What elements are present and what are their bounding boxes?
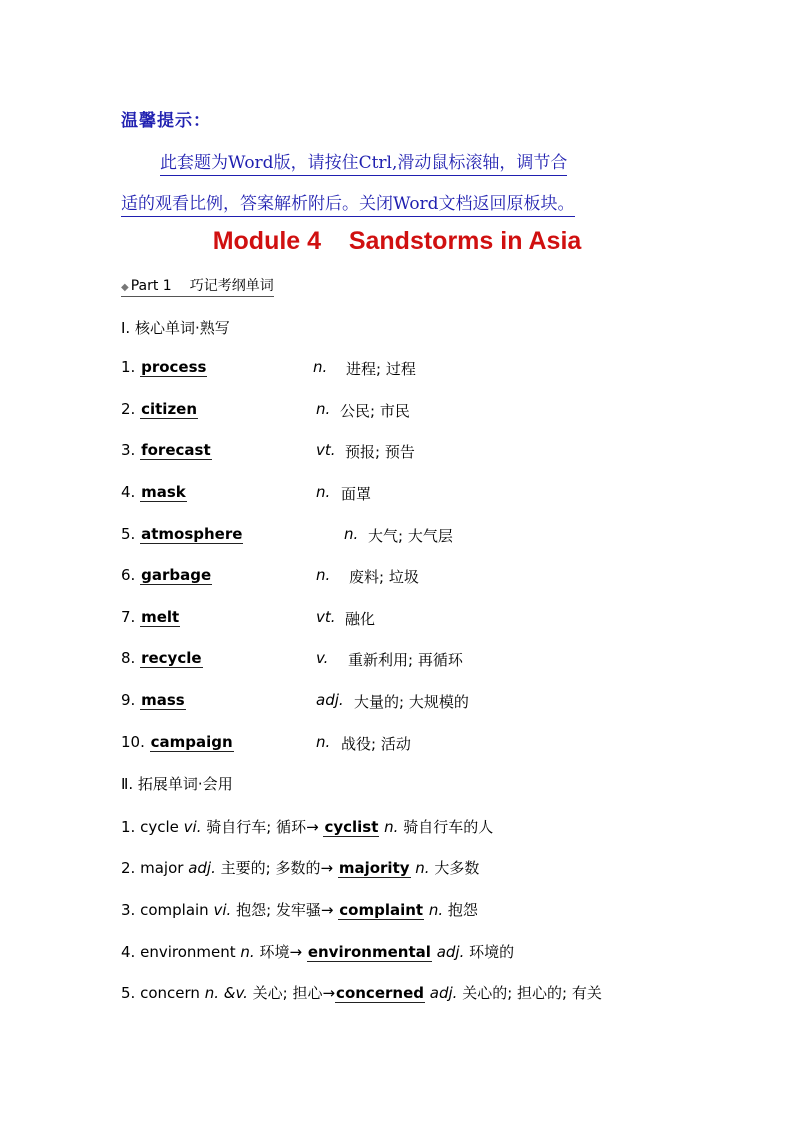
vocab-pos: n. [316, 483, 331, 501]
vocab-word: garbage [141, 566, 212, 584]
vocab-number: 4. [121, 483, 136, 501]
extend-row [121, 899, 478, 920]
extend-derived-meaning: 关心的; 担心的; 有关 [462, 984, 602, 1002]
extend-derived-meaning: 环境的 [469, 943, 515, 961]
vocab-pos: n. [316, 400, 331, 418]
vocab-meaning: 面罩 [341, 485, 372, 503]
extend-base-word: environment [140, 943, 236, 961]
vocab-word: forecast [141, 441, 211, 459]
vocab-row [121, 525, 681, 547]
extend-base-pos: n. &v. [204, 984, 248, 1002]
vocab-meaning: 融化 [345, 610, 376, 628]
vocab-word: atmosphere [141, 525, 243, 543]
vocab-word: mass [141, 691, 185, 709]
vocab-number: 9. [121, 691, 136, 709]
extend-derived-pos: n. [428, 901, 444, 919]
vocab-pos: n. [344, 525, 359, 543]
extend-base-word: major [140, 859, 184, 877]
vocab-meaning: 进程; 过程 [346, 360, 416, 378]
vocab-meaning: 大量的; 大规模的 [354, 693, 469, 711]
vocab-row [121, 733, 681, 755]
extend-base-pos: vi. [213, 901, 232, 919]
extend-row [121, 857, 479, 878]
extend-base-word: complain [140, 901, 209, 919]
extend-number: 3. [121, 901, 136, 919]
vocab-number: 10. [121, 733, 145, 751]
vocab-word: process [141, 358, 207, 376]
extend-derived-pos: adj. [429, 984, 458, 1002]
tip-line-1: 此套题为Word版，请按住Ctrl,滑动鼠标滚轴，调节合 [160, 148, 567, 176]
vocab-meaning: 重新利用; 再循环 [348, 651, 463, 669]
vocab-word: mask [141, 483, 186, 501]
part-label: Part 1 [130, 278, 172, 294]
extend-row [121, 816, 493, 837]
vocab-row [121, 649, 681, 671]
section-core-words-title: Ⅰ. 核心单词·熟写 [121, 319, 230, 337]
extend-base-word: concern [140, 984, 200, 1002]
vocab-meaning: 预报; 预告 [345, 443, 415, 461]
module-title: Module 4 Sandstorms in Asia [212, 227, 582, 255]
vocab-meaning: 战役; 活动 [341, 735, 411, 753]
vocab-meaning: 废料; 垃圾 [349, 568, 419, 586]
extend-number: 1. [121, 818, 136, 836]
vocab-pos: n. [316, 733, 331, 751]
vocab-pos: adj. [316, 691, 344, 709]
vocab-pos: v. [316, 649, 329, 667]
vocab-number: 6. [121, 566, 136, 584]
extend-derived-word: complaint [339, 901, 424, 919]
vocab-pos: vt. [316, 608, 336, 626]
extend-derived-meaning: 抱怨 [447, 901, 478, 919]
vocab-number: 2. [121, 400, 136, 418]
vocab-row [121, 358, 681, 380]
vocab-row [121, 691, 681, 713]
vocab-word: campaign [150, 733, 233, 751]
extend-number: 2. [121, 859, 136, 877]
vocab-number: 5. [121, 525, 136, 543]
extend-base-word: cycle [140, 818, 179, 836]
extend-base-pos: adj. [188, 859, 216, 877]
vocab-row [121, 608, 681, 630]
extend-base-meaning: 环境→ [259, 943, 303, 961]
extend-base-meaning: 关心; 担心→ [252, 984, 336, 1002]
vocab-number: 7. [121, 608, 136, 626]
extend-base-meaning: 抱怨; 发牢骚→ [236, 901, 334, 919]
extend-derived-word: majority [338, 859, 410, 877]
extend-derived-word: concerned [336, 984, 424, 1002]
extend-derived-pos: n. [415, 859, 430, 877]
vocab-word: melt [141, 608, 180, 626]
vocab-number: 3. [121, 441, 136, 459]
vocab-meaning: 公民; 市民 [340, 402, 410, 420]
part-heading [121, 275, 274, 297]
tip-line-2: 适的观看比例，答案解析附后。关闭Word文档返回原板块。 [121, 189, 575, 217]
extend-base-pos: n. [240, 943, 255, 961]
extend-derived-meaning: 骑自行车的人 [403, 818, 494, 836]
vocab-number: 8. [121, 649, 136, 667]
vocab-meaning: 大气; 大气层 [368, 527, 453, 545]
extend-number: 5. [121, 984, 136, 1002]
vocab-pos: n. [316, 566, 331, 584]
extend-derived-word: environmental [307, 943, 431, 961]
extend-derived-pos: n. [384, 818, 399, 836]
vocab-row [121, 400, 681, 422]
vocab-word: citizen [141, 400, 198, 418]
extend-row [121, 982, 602, 1003]
extend-number: 4. [121, 943, 136, 961]
extend-base-pos: vi. [183, 818, 202, 836]
vocab-row [121, 441, 681, 463]
extend-derived-word: cyclist [324, 818, 379, 836]
vocab-row [121, 566, 681, 588]
diamond-icon: ◆ [121, 282, 129, 293]
vocab-row [121, 483, 681, 505]
section-extended-words-title: Ⅱ. 拓展单词·会用 [121, 775, 233, 793]
tip-title: 温馨提示： [121, 111, 211, 131]
extend-base-meaning: 主要的; 多数的→ [220, 859, 334, 877]
vocab-number: 1. [121, 358, 136, 376]
part-title: 巧记考纲单词 [189, 278, 274, 294]
extend-row [121, 941, 514, 962]
vocab-pos: n. [313, 358, 328, 376]
vocab-pos: vt. [316, 441, 336, 459]
vocab-word: recycle [141, 649, 202, 667]
extend-derived-meaning: 大多数 [434, 859, 480, 877]
extend-base-meaning: 骑自行车; 循环→ [206, 818, 319, 836]
extend-derived-pos: adj. [436, 943, 465, 961]
